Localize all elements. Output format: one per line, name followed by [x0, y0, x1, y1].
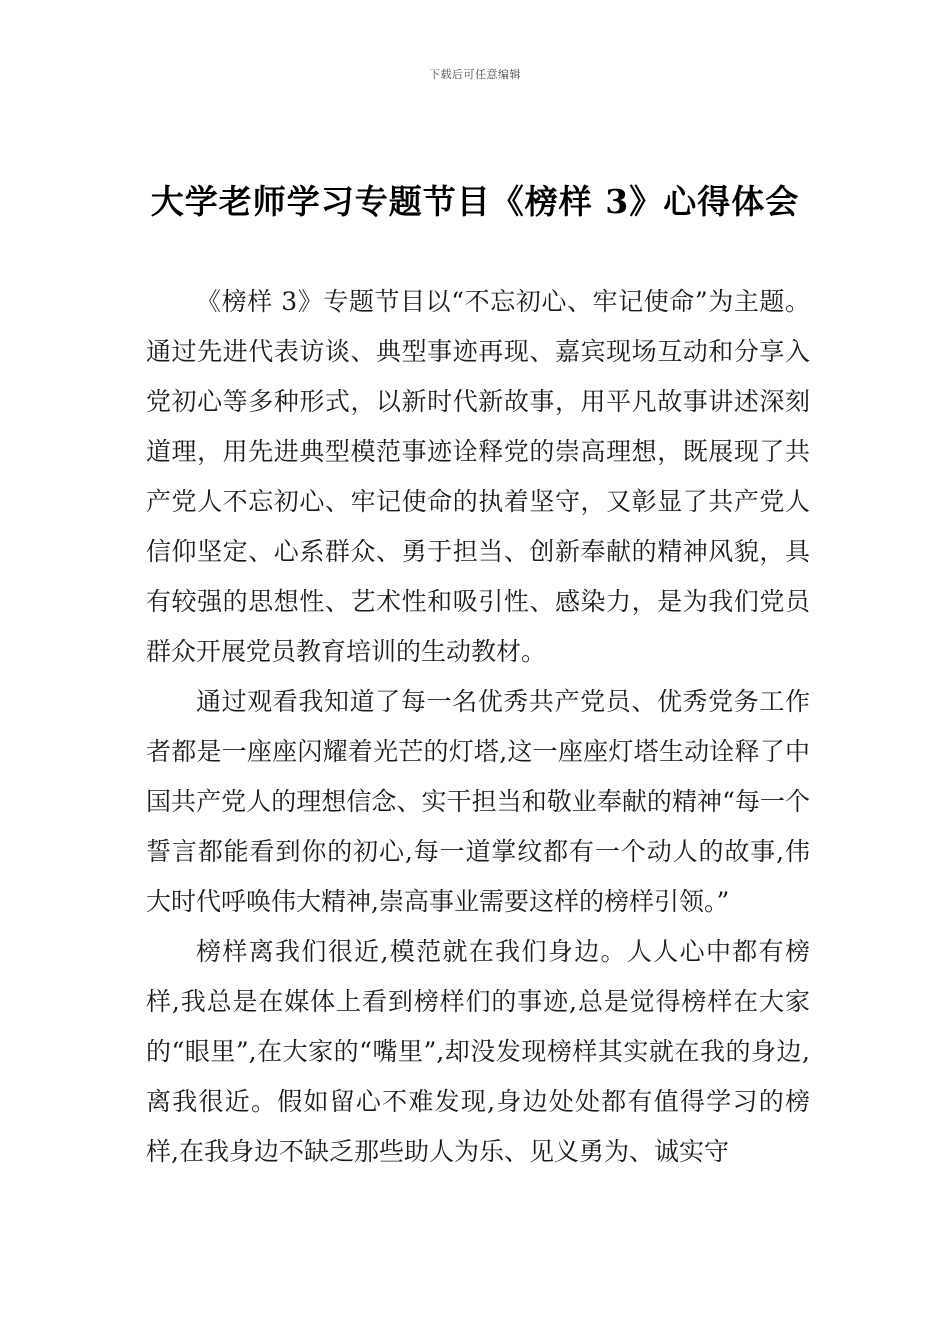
- header-note: 下载后可任意编辑: [429, 68, 521, 81]
- document-body: [146, 277, 810, 1177]
- document-title: 大学老师学习专题节目《榜样 3》心得体会: [150, 182, 800, 221]
- paragraph-2: 通过观看我知道了每一名优秀共产党员、优秀党务工作者都是一座座闪耀着光芒的灯塔,这一座座灯塔生动诠释了中国共产党人的理想信念、实干担当和敬业奉献的精神“每一个誓言都能看到你的初心,每一道掌纹都有一个动人的故事,伟大时代呼唤伟大精神,崇高事业需要这样的榜样引领。”: [146, 687, 810, 916]
- paragraph-1: 《榜样 3》专题节目以“不忘初心、牢记使命”为主题。通过先进代表访谈、典型事迹再现、嘉宾现场互动和分享入党初心等多种形式，以新时代新故事，用平凡故事讲述深刻道理，用先进典型模范事迹诠释党的崇高理想，既展现了共产党人不忘初心、牢记使命的执着坚守，又彰显了共产党人信仰坚定、心系群众、勇于担当、创新奉献的精神风貌，具有较强的思想性、艺术性和吸引性、感染力，是为我们党员群众开展党员教育培训的生动教材。: [146, 287, 810, 666]
- paragraph-3: 榜样离我们很近,模范就在我们身边。人人心中都有榜样,我总是在媒体上看到榜样们的事迹,总是觉得榜样在大家的“眼里”,在大家的“嘴里”,却没发现榜样其实就在我的身边,离我很近。假如留心不难发现,身边处处都有值得学习的榜样,在我身边不缺乏那些助人为乐、见义勇为、诚实守: [146, 937, 810, 1166]
